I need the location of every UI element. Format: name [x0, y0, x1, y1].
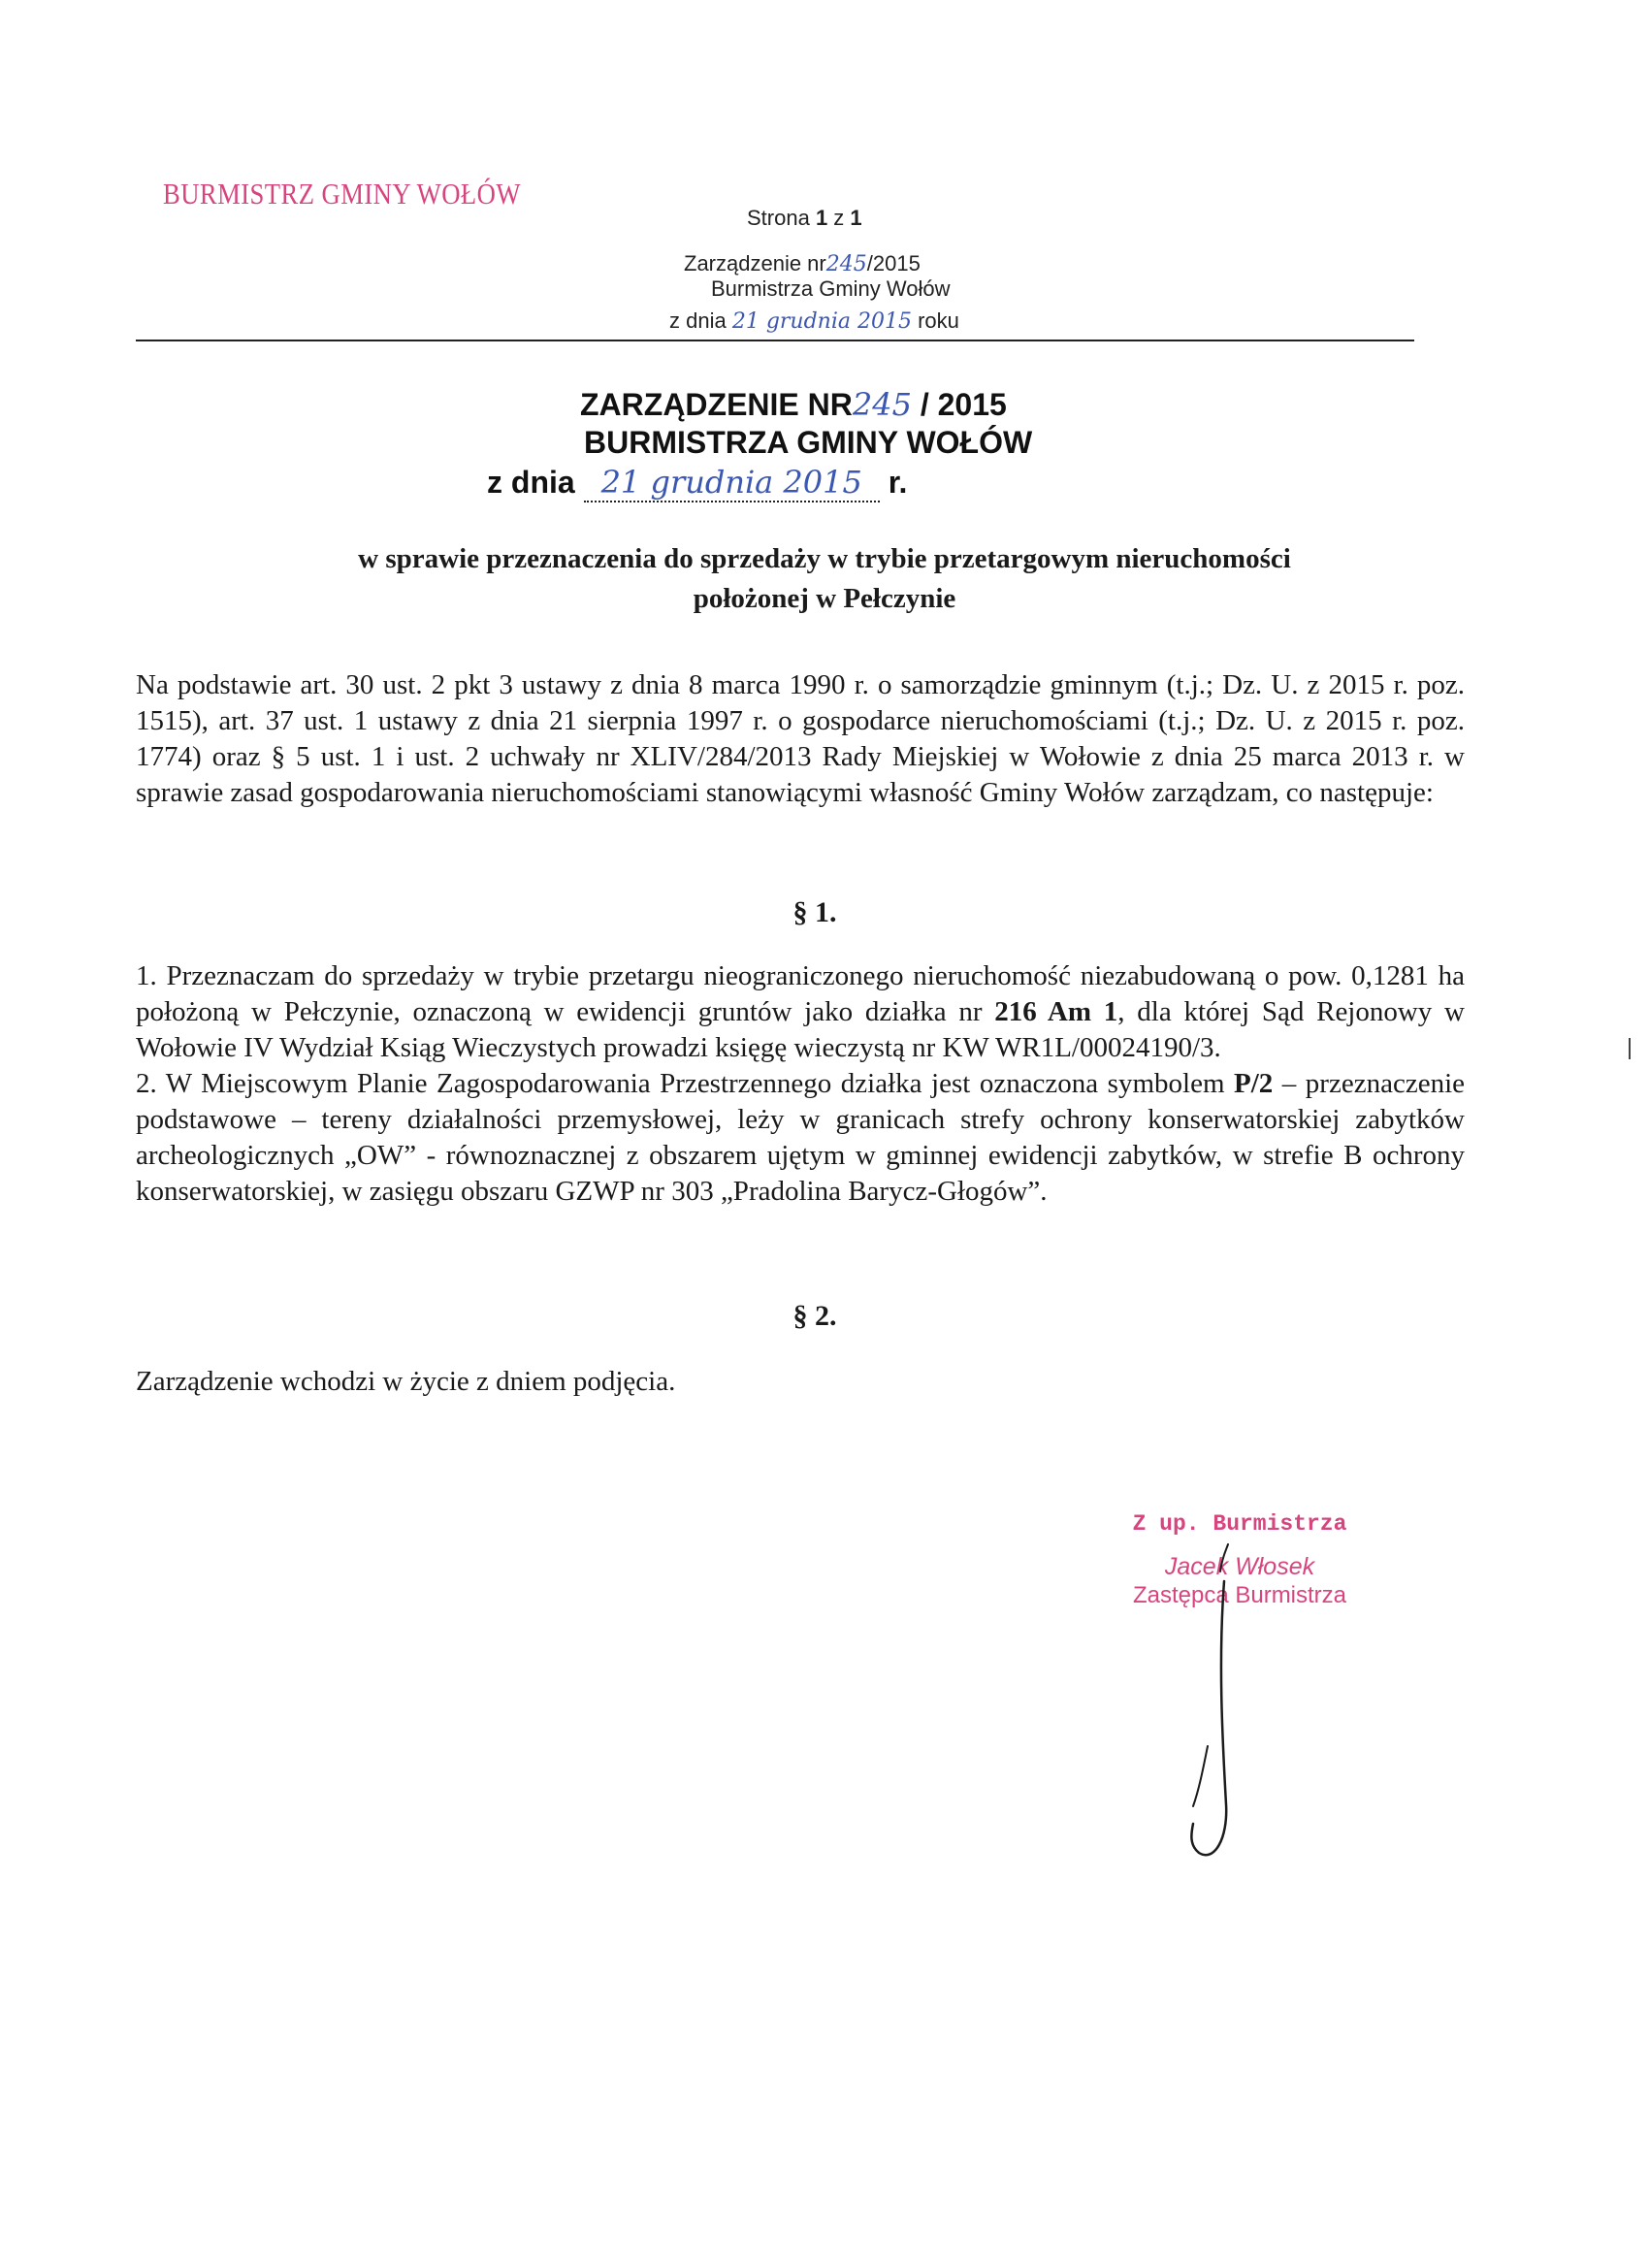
item-1-parcel-number: 216 Am 1 — [994, 996, 1118, 1027]
item-1-text-start: 1. Przeznaczam do sprzedaży w trybie przetargu nieograniczonego nieruchomość niezabudowaną o pow. 0,1281 ha położoną w Pełczynie, oznaczoną w ewidencji gruntów jako działka nr — [136, 960, 1465, 1027]
subject-line-1: w sprawie przeznaczenia do sprzedaży w trybie przetargowym nieruchomości — [358, 543, 1291, 574]
preamble-text: Na podstawie art. 30 ust. 2 pkt 3 ustawy z dnia 8 marca 1990 r. o samorządzie gminnym (t.j.; Dz. U. z 2015 r. poz. 1515), art. 37 ust. 1 ustawy z dnia 21 sierpnia 1997 r. o gospodarce nieruchomościami (t.j.; Dz. U. z 2015 r. poz. 1774) oraz § 5 ust. 1 i ust. 2 uchwały nr XLIV/284/2013 Rady Miejskiej w Wołowie z dnia 25 marca 2013 r. w sprawie zasad gospodarowania nieruchomościami stanowiącymi własność Gminy Wołów zarządzam, co następuje: — [136, 669, 1465, 808]
title-date-label: z dnia — [487, 465, 584, 500]
ordinance-issuer: Burmistrza Gminy Wołów — [711, 276, 951, 301]
ordinance-reference — [684, 251, 921, 276]
title-prefix: ZARZĄDZENIE NR — [580, 387, 853, 422]
ordinance-reference-suffix: /2015 — [866, 251, 921, 275]
signature-role: Z up. Burmistrza — [1132, 1511, 1347, 1537]
title-suffix: / 2015 — [911, 387, 1007, 422]
header-divider — [136, 340, 1414, 341]
header-date-suffix: roku — [911, 308, 959, 333]
item-2-text-end: – przeznaczenie podstawowe – tereny działalności przemysłowej, leży w granicach strefy ochrony konserwatorskiej zabytków archeologicznych „OW” - równoznacznej z obszarem ujętym w gminnej ewidencji zabytków, w strefie B ochrony konserwatorskiej, w zasięgu obszaru GZWP nr 303 „Pradolina Barycz-Głogów”. — [136, 1068, 1465, 1207]
header-date-value: 21 grudnia 2015 — [731, 309, 912, 334]
section-2-text: Zarządzenie wchodzi w życie z dniem podjęcia. — [136, 1366, 676, 1397]
ordinance-date — [669, 308, 959, 334]
page-prefix: Strona — [747, 206, 816, 230]
title-number: 245 — [852, 386, 912, 423]
page-counter — [747, 206, 862, 231]
page-total: 1 — [850, 206, 862, 230]
handwritten-signature — [1164, 1542, 1271, 1872]
section-2-body — [136, 1364, 1465, 1400]
document-date — [487, 464, 907, 501]
document-issuer: BURMISTRZA GMINY WOŁÓW — [584, 425, 1033, 460]
subject-line-2: położonej w Pełczynie — [693, 583, 956, 614]
document-subject — [194, 539, 1455, 619]
title-date-value: 21 grudnia 2015 — [584, 464, 880, 502]
header-date-prefix: z dnia — [669, 308, 732, 333]
office-stamp: BURMISTRZ GMINY WOŁÓW — [163, 177, 521, 211]
title-date-suffix: r. — [879, 465, 908, 500]
item-1-text-end: , dla której Sąd Rejonowy w Wołowie IV Wydział Ksiąg Wieczystych prowadzi księgę wieczystą nr KW WR1L/00024190/3. — [136, 996, 1466, 1063]
signature-title: Zastępca Burmistrza — [1132, 1582, 1347, 1608]
margin-mark — [1629, 1038, 1631, 1059]
section-2-heading: § 2. — [792, 1300, 837, 1332]
section-1-item-1 — [136, 958, 1465, 1066]
ordinance-reference-number: 245 — [825, 252, 867, 276]
item-2-text-start: 2. W Miejscowym Planie Zagospodarowania Przestrzennego działka jest oznaczona symbolem — [136, 1068, 1235, 1099]
section-1-body — [136, 958, 1465, 1210]
page-current: 1 — [815, 206, 828, 230]
signature-name: Jacek Włosek — [1164, 1553, 1315, 1580]
section-1-item-2 — [136, 1066, 1465, 1210]
preamble — [136, 667, 1465, 811]
ordinance-reference-prefix: Zarządzenie nr — [684, 251, 826, 275]
document-title — [580, 386, 1007, 423]
page-mid: z — [827, 206, 851, 230]
section-1-heading: § 1. — [792, 896, 837, 928]
item-2-zoning-symbol: P/2 — [1234, 1068, 1274, 1099]
